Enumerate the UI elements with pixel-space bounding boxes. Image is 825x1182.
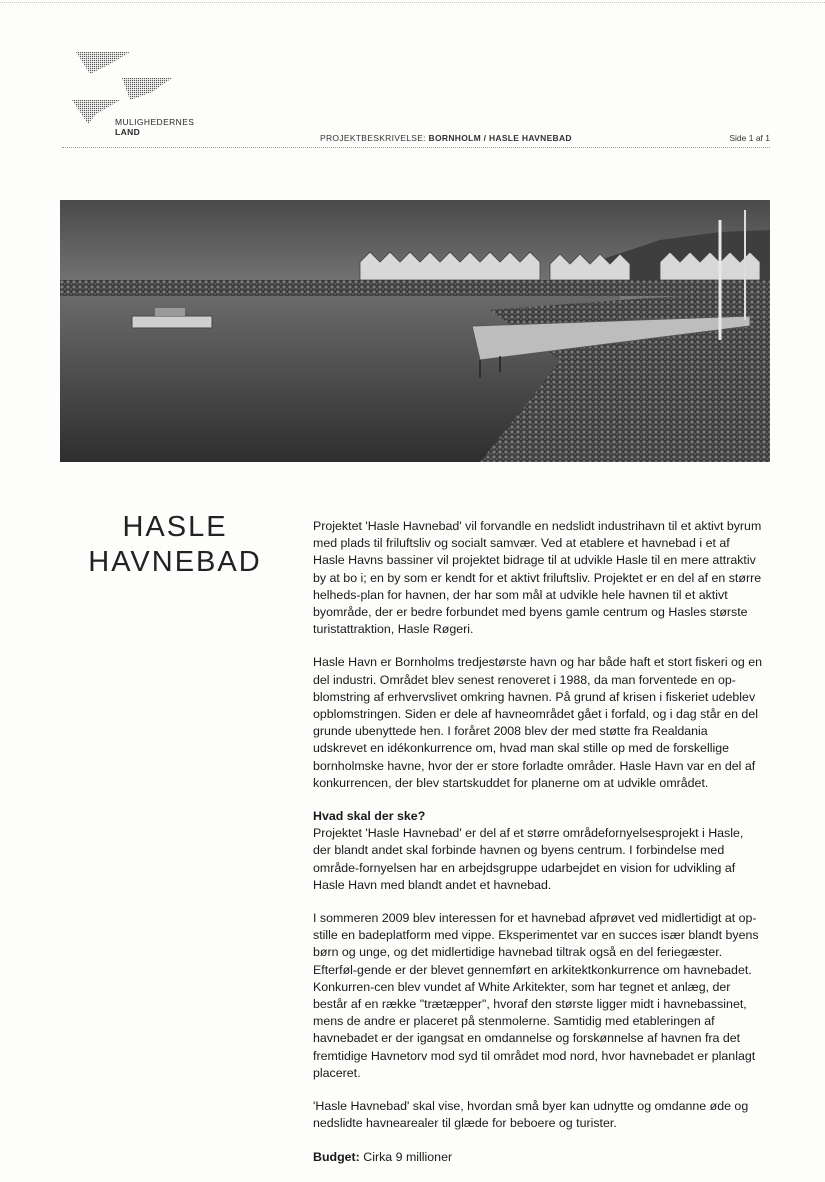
harbor-photo [60,200,770,462]
budget-label: Budget: [313,1149,360,1164]
paragraph-intro: Projektet 'Hasle Havnebad' vil forvandle en nedslidt industrihavn til et aktivt byrum med plads til friluftsliv og socialt samvær. Ved at etablere et havnebad i et af Hasle Havns bassiner vil projektet bidrage til at udvikle Hasle til en mere attraktiv by at bo i; en by som er kendt for et aktivt friluftsliv. Projektet er en del af en større helheds-plan for havnen, der har som mål at udvikle hele havnen til et aktivt byområde, der er bedre forbundet med byens gamle centrum og Hasles største turistattraktion, Hasle Røgeri. [313,519,762,637]
logo-line1: MULIGHEDERNES [115,117,195,127]
page-title [80,510,270,580]
page-number: Side 1 af 1 [729,133,770,143]
project-description-header [320,133,572,143]
paragraph-vision: 'Hasle Havnebad' skal vise, hvordan små byer kan udnytte og omdanne øde og nedslidte havnearealer til glæde for beboere og turister. [313,1099,749,1131]
logo-line2: LAND [115,127,141,137]
body-text [313,518,763,1182]
header-divider [62,147,770,148]
paragraph-experiment: I sommeren 2009 blev interessen for et havnebad afprøvet ved midlertidigt at op-stille en badeplatform med vippe. Eksperimentet var en succes især blandt byens børn og unge, og det midlertidige havnebad tiltrak også en del feriegæster. Efterføl-gende er der blevet gennemført en arkitektkonkurrence om havnebadet. Konkurren-cen blev vundet af White Arkitekter, som har tegnet et anlæg, der består af en række "trætæpper", hvoraf den største ligger midt i havnebassinet, mens de andre er placeret på stenmolerne. Samtidig med etableringen af havnebadet er der igangsat en omdannelse og forskønnelse af havnen fra det fremtidige Havnetorv mod syd til området mod nord, hvor havnebadet er planlagt placeret. [313,911,759,1080]
project-name: BORNHOLM / HASLE HAVNEBAD [428,133,572,143]
budget-value: Cirka 9 millioner [363,1149,453,1164]
budget-line [313,1149,763,1166]
section-heading: Hvad skal der ske? [313,809,426,824]
paragraph-plan: Projektet 'Hasle Havnebad' er del af et større områdefornyelsesprojekt i Hasle, der blandt andet skal forbinde havnen og byens centrum. I forbindelse med område-fornyelsen har en arbejdsgruppe udarbejdet en vision for udvikling af Hasle Havn med blandt andet et havnebad. [313,826,744,892]
project-label: PROJEKTBESKRIVELSE: [320,133,426,143]
paragraph-history: Hasle Havn er Bornholms tredjestørste havn og har både haft et stort fiskeri og en del industri. Området blev senest renoveret i 1988, da man forventede en op-blomstring af erhvervslivet omkring havnen. På grund af krisen i fiskeriet udeblev opblomstringen. Siden er dele af havneområdet gået i forfald, og i dag står en del grunde ubenyttede hen. I foråret 2008 blev der med støtte fra Realdania udskrevet en idékonkurrence om, hvad man skal stille op med de forskellige bornholmske havne, hvor der er store forladte områder. Hasle Havn var en del af konkurrencen, der blev startskuddet for planerne om at udvikle området. [313,655,763,790]
title-line2: HAVNEBAD [88,546,262,578]
title-line1: HASLE [122,511,228,543]
logo-text [115,117,194,137]
scan-artifact-line [0,2,825,3]
